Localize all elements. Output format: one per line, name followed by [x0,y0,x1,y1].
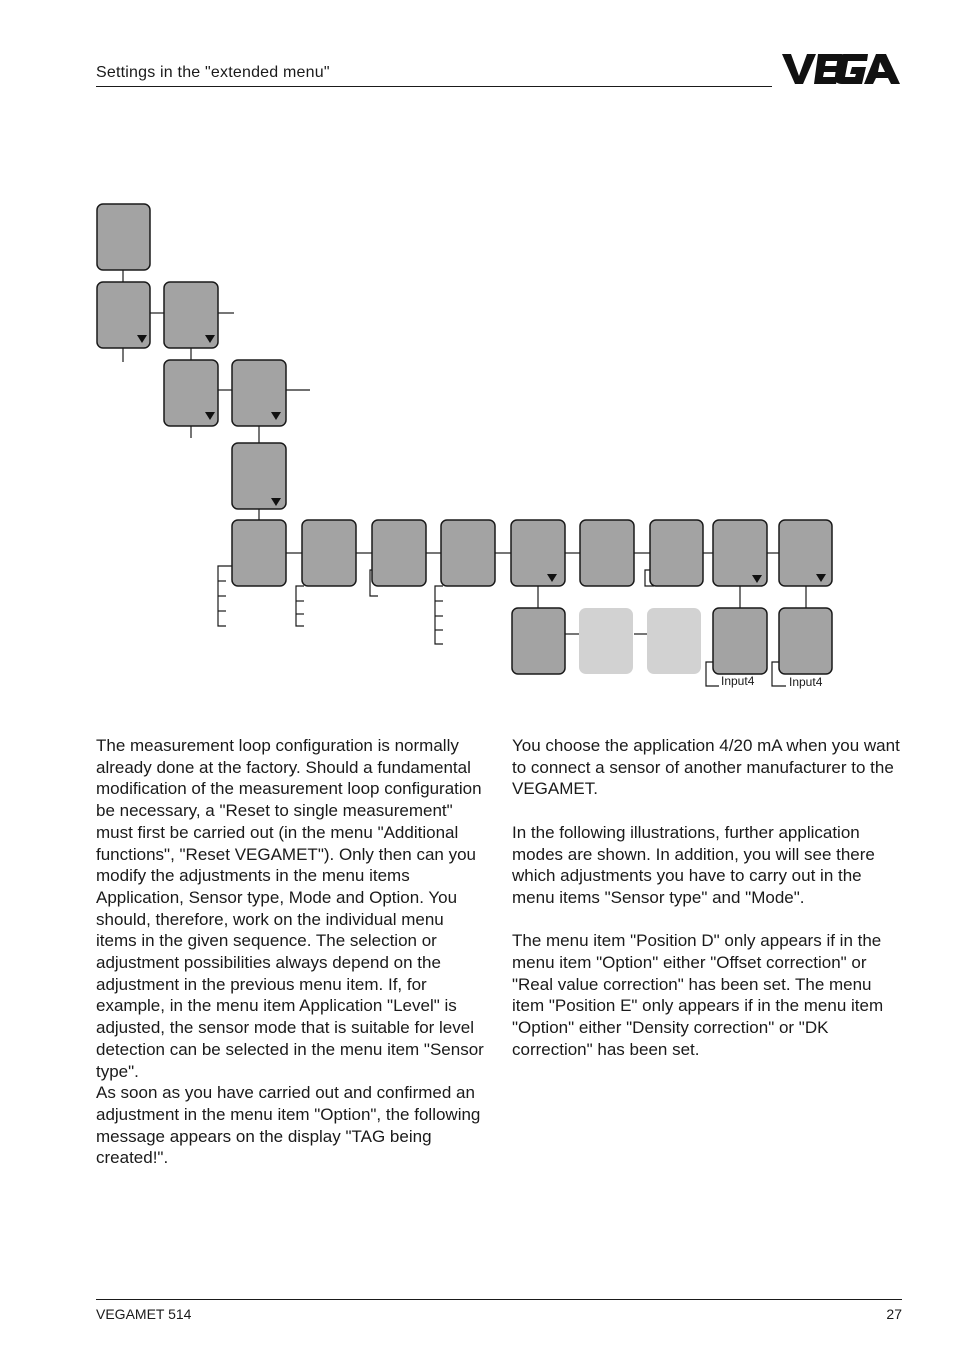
body-paragraph: In the following illustrations, further application modes are shown. In addition, you will see there which adjustments you have to carry out in the menu items "Sensor type" and "Mode". [512,822,875,907]
body-paragraph: You choose the application 4/20 mA when you want to connect a sensor of another manufacturer to the VEGAMET. [512,736,900,799]
menu-box [512,608,565,674]
menu-box [97,204,150,270]
menu-box [372,520,426,586]
menu-box [511,520,565,586]
menu-boxes [97,204,832,674]
body-paragraph: The measurement loop configuration is normally already done at the factory. Should a fundamental modification of the measurement loop configuration be necessary, a "Reset to single measurement" must first be carried out (in the menu "Additional functions", "Reset VEGAMET"). Only then can you modify the adjustments in the menu items Application, Sensor type, Mode and Option. You should, therefore, work on the individual menu items in the given sequence. The selection or adjustment possibilities always depend on the adjustment in the previous menu item. If, for example, in the menu item Application "Level" is adjusted, the sensor mode that is suitable for level detection can be selected in the menu item "Sensor type". [96,736,484,1081]
menu-box [713,608,767,674]
menu-box [580,520,634,586]
body-paragraph: The menu item "Position D" only appears if in the menu item "Option" either "Offset correction" or "Real value correction" has been set. The menu item "Position E" only appears if in the menu item "Option" either "Density correction" or "DK correction" has been set. [512,931,884,1059]
menu-box-inactive [647,608,701,674]
footer-product-name: VEGAMET 514 [96,1306,192,1322]
footer-divider [96,1299,902,1300]
section-title: Settings in the "extended menu" [96,64,330,81]
menu-box-inactive [579,608,633,674]
menu-box [779,608,832,674]
input-label: Input4 [721,674,755,688]
page-number: 27 [886,1306,902,1322]
menu-box [650,520,703,586]
diagram-connectors [123,270,806,686]
menu-box [441,520,495,586]
body-paragraph: As soon as you have carried out and confirmed an adjustment in the menu item "Option", the following message appears on the display "TAG being created!". [96,1083,481,1168]
menu-box [302,520,356,586]
left-text-column [96,735,488,1169]
right-text-column [512,735,904,1061]
menu-box [232,520,286,586]
input-label: Input4 [789,675,823,689]
